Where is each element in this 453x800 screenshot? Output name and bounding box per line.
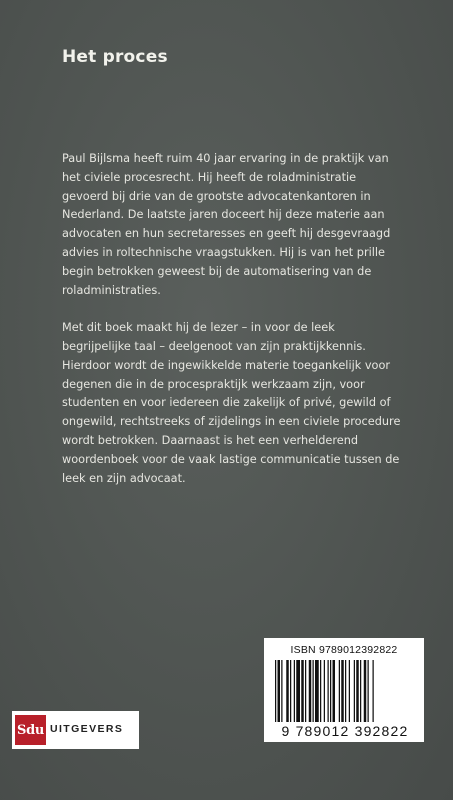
barcode-label (264, 638, 424, 742)
back-cover-title: Het proces (62, 47, 168, 67)
barcode-digits: 9 789012 392822 (281, 723, 409, 739)
blurb-paragraph-2: Met dit boek maakt hij de lezer – in voor de leek begrijpelijke taal – deelgenoot van zijn praktijkkennis. Hierdoor wordt de ingewikkelde materie toegankelijk voor degenen die in de procespraktijk werkzaam zijn, voor studenten en voor iedereen die zakelijk of privé, gewild of ongewild, rechtstreeks of zijdelings in een civiele procedure wordt betrokken. Daarnaast is het een verhelderend woordenboek voor de vaak lastige communicatie tussen de leek en zijn advocaat. (62, 321, 401, 485)
publisher-logo (12, 711, 139, 749)
sdu-logo-mark: Sdu (15, 715, 46, 745)
barcode-icon (275, 660, 413, 722)
isbn-text: ISBN 9789012392822 (290, 644, 398, 656)
publisher-name: UITGEVERS (50, 723, 124, 735)
blurb-paragraph-1: Paul Bijlsma heeft ruim 40 jaar ervaring in de praktijk van het civiele procesrecht. Hij heeft de roladministratie gevoerd bij drie van de grootste advocatenkantoren in Nederland. De laatste jaren doceert hij deze materie aan advocaten en hun secretaresses en geeft hij desgevraagd advies in roltechnische vraagstukken. Hij is van het prille begin betrokken geweest bij de automatisering van de roladministraties. (62, 152, 391, 297)
back-cover-blurb (62, 150, 402, 488)
